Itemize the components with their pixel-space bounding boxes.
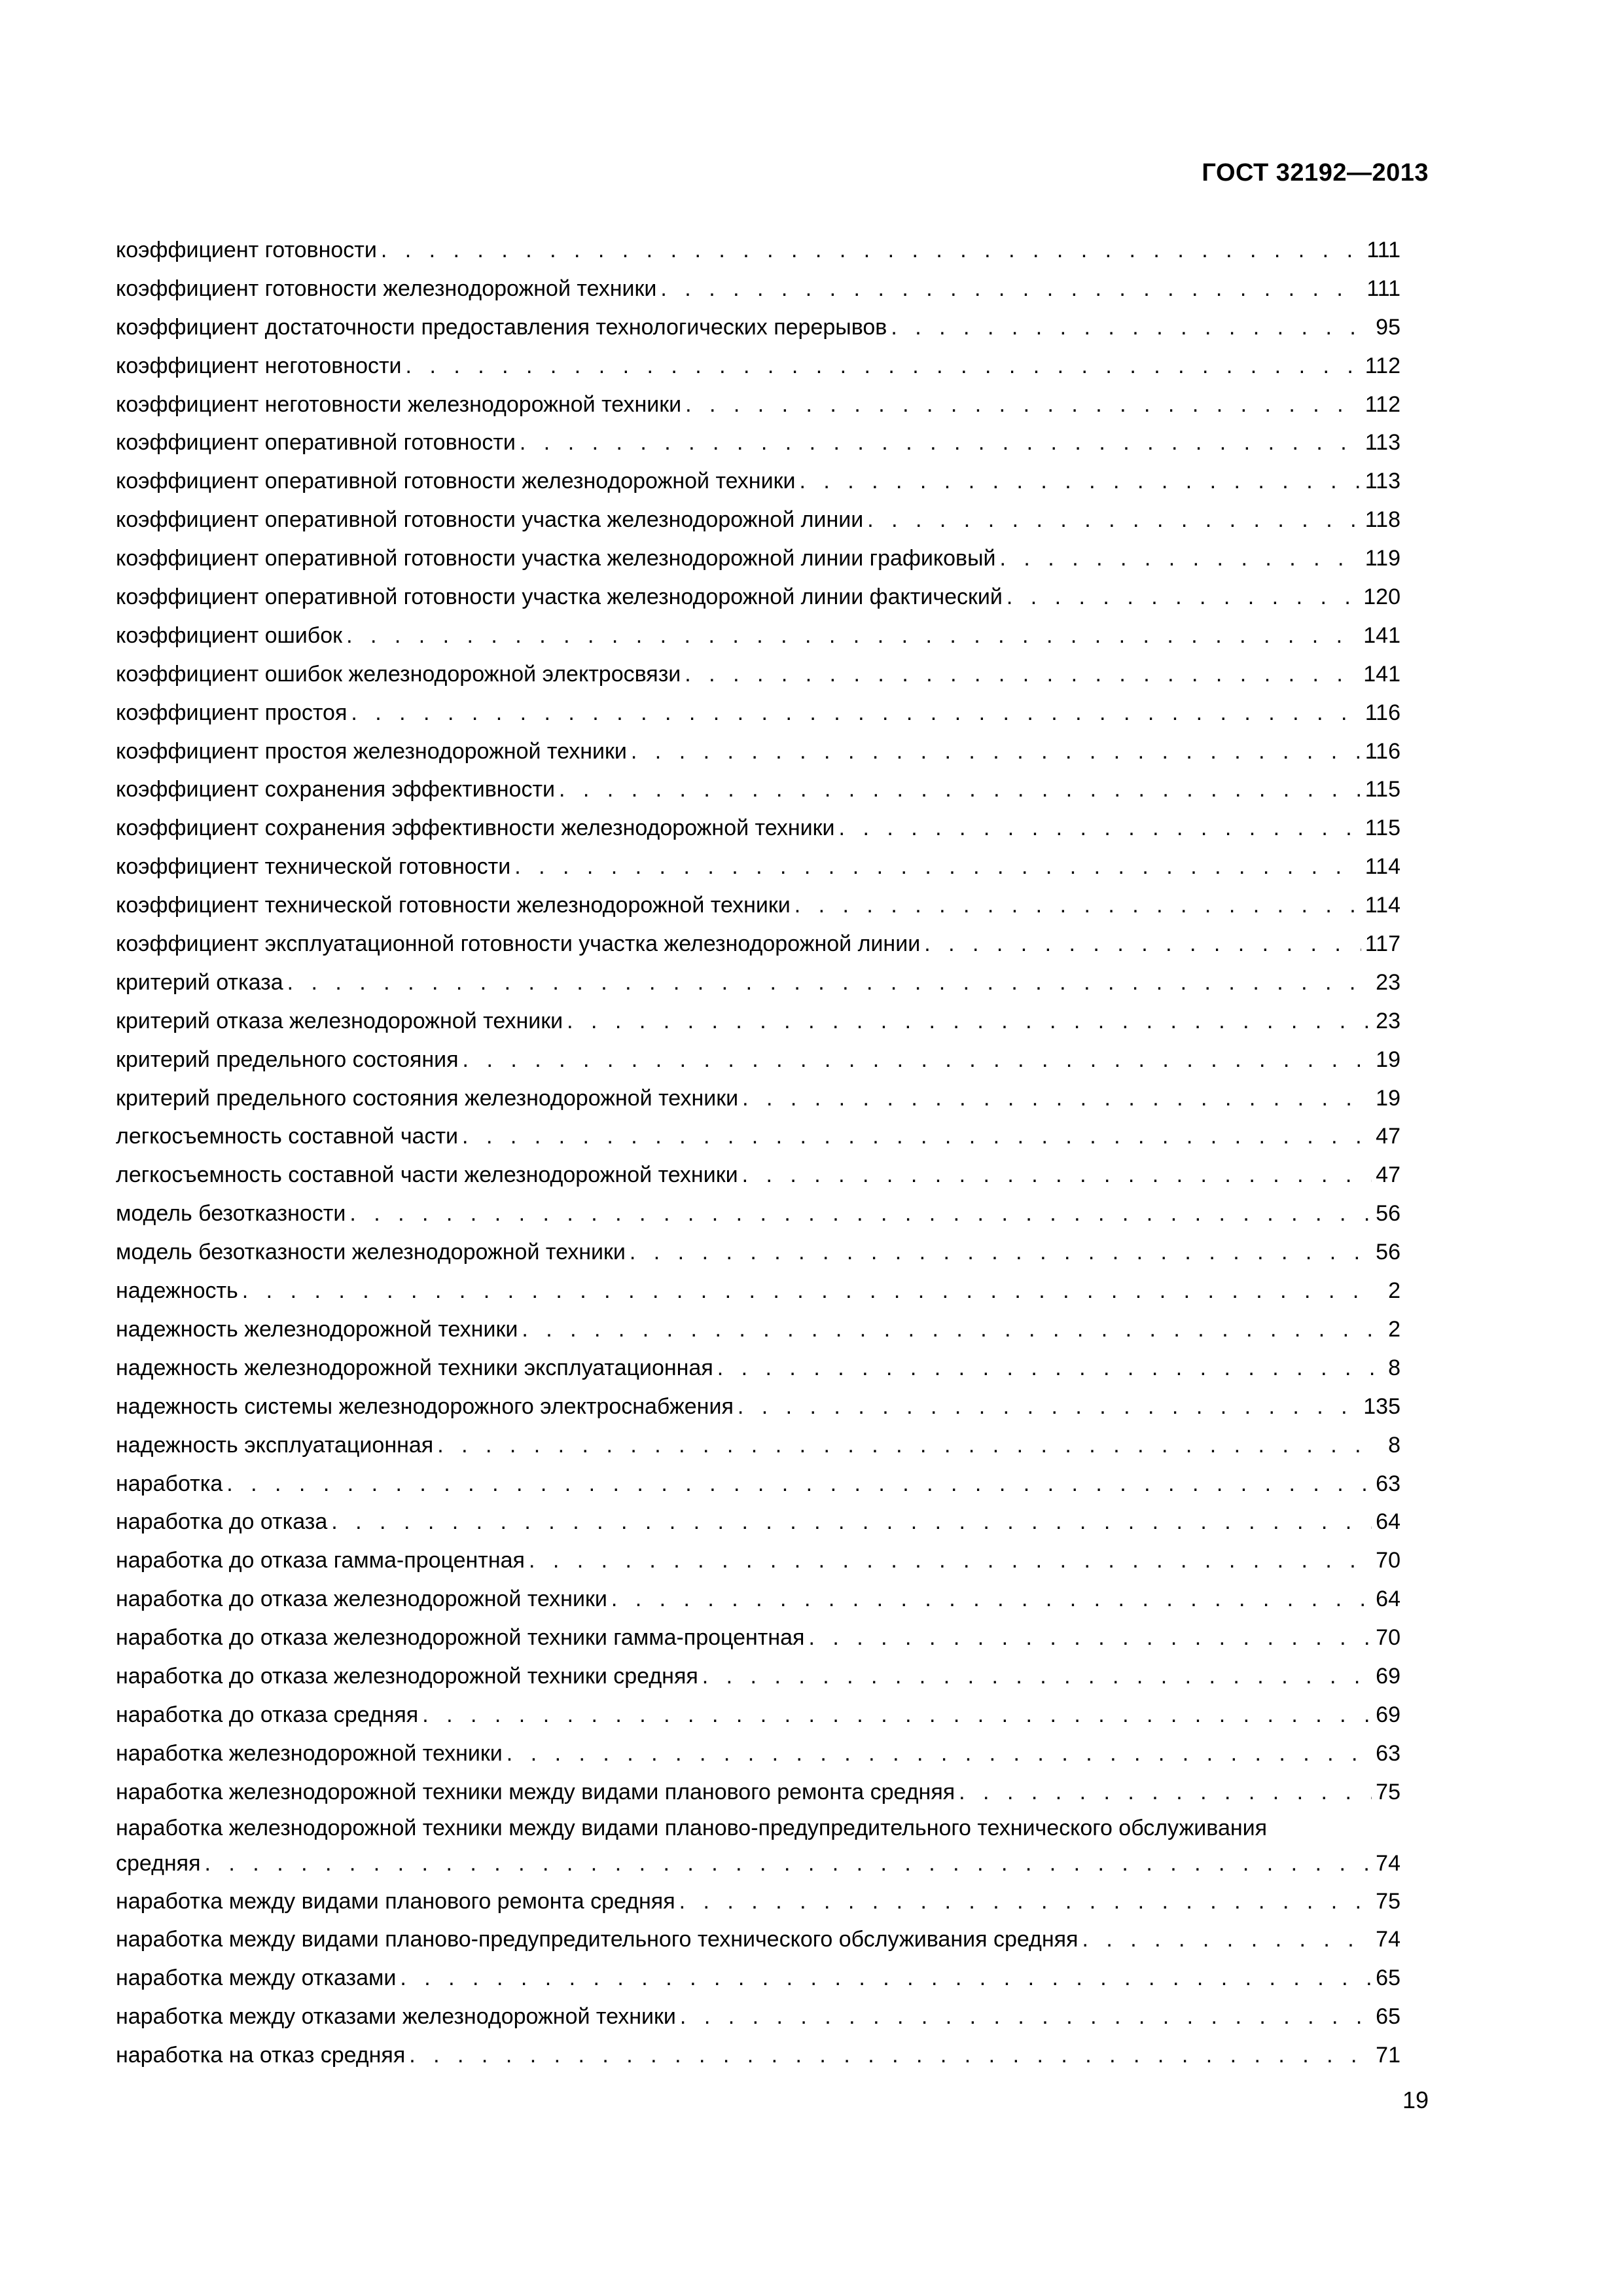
index-term: коэффициент неготовности железнодорожной техники <box>116 391 682 417</box>
index-entry <box>116 1773 1400 1812</box>
index-entry <box>116 617 1400 655</box>
index-term: коэффициент оперативной готовности участка железнодорожной линии графиковый <box>116 546 996 571</box>
dot-leader <box>381 231 1363 270</box>
index-entry <box>116 386 1400 424</box>
index-entry <box>116 1696 1400 1734</box>
index-page-ref: 112 <box>1364 353 1400 378</box>
index-page-ref: 70 <box>1376 1625 1400 1651</box>
index-entry <box>116 1580 1400 1619</box>
document-header: ГОСТ 32192—2013 <box>1202 159 1429 187</box>
index-entry <box>116 1272 1400 1310</box>
dot-leader <box>205 1844 1372 1882</box>
index-page-ref: 2 <box>1388 1278 1400 1304</box>
index-term: коэффициент готовности <box>116 238 377 262</box>
dot-leader <box>1007 578 1359 617</box>
dot-leader <box>924 925 1361 963</box>
index-term: коэффициент неготовности <box>116 353 402 378</box>
index-page-ref: 112 <box>1364 391 1400 417</box>
index-entry <box>116 1079 1400 1118</box>
index-page-ref: 23 <box>1376 1008 1400 1033</box>
index-page-ref: 63 <box>1376 1471 1400 1496</box>
index-page-ref: 117 <box>1364 931 1400 957</box>
index-term: критерий предельного состояния <box>116 1047 459 1072</box>
dot-leader <box>738 1388 1359 1426</box>
dot-leader <box>717 1349 1377 1388</box>
index-page-ref: 69 <box>1376 1702 1400 1727</box>
index-entry <box>116 1503 1400 1541</box>
dot-leader <box>685 386 1361 424</box>
index-entry <box>116 347 1400 386</box>
dot-leader <box>226 1465 1372 1503</box>
index-term: наработка железнодорожной техники между видами планового ремонта средняя <box>116 1779 955 1804</box>
index-entry <box>116 270 1400 308</box>
index-page-ref: 114 <box>1364 893 1400 918</box>
index-entry <box>116 308 1400 347</box>
index-page-ref: 64 <box>1376 1587 1400 1612</box>
dot-leader <box>559 770 1361 809</box>
dot-leader <box>685 655 1359 694</box>
index-term: коэффициент сохранения эффективности железнодорожной техники <box>116 816 835 841</box>
index-page-ref: 2 <box>1388 1316 1400 1342</box>
index-term: коэффициент ошибок <box>116 622 343 648</box>
dot-leader <box>349 1194 1372 1233</box>
page-number: 19 <box>1402 2087 1429 2113</box>
index-page-ref: 19 <box>1376 1047 1400 1072</box>
index-entry <box>116 501 1400 539</box>
index-term: коэффициент достаточности предоставления технологических перерывов <box>116 314 887 340</box>
index-page-ref: 65 <box>1376 2004 1400 2030</box>
index-term: наработка между видами планового ремонта средняя <box>116 1888 675 1914</box>
dot-leader <box>630 1233 1372 1272</box>
index-entry <box>116 1998 1400 2036</box>
index-term: коэффициент оперативной готовности участка железнодорожной линии фактический <box>116 584 1003 610</box>
index-page-ref: 64 <box>1376 1509 1400 1535</box>
index-term: коэффициент сохранения эффективности <box>116 777 556 802</box>
index-page-ref: 113 <box>1364 469 1400 494</box>
index-page-ref: 74 <box>1376 1850 1400 1876</box>
index-term: критерий отказа железнодорожной техники <box>116 1008 563 1033</box>
dot-leader <box>406 347 1361 386</box>
index-page-ref: 74 <box>1376 1927 1400 1952</box>
dot-leader <box>631 732 1361 771</box>
index-page-ref: 47 <box>1376 1162 1400 1188</box>
index-page-ref: 69 <box>1376 1663 1400 1689</box>
index-entry <box>116 1812 1400 1882</box>
index-entry <box>116 462 1400 501</box>
index-entry <box>116 1882 1400 1921</box>
index-term: коэффициент простоя <box>116 700 348 725</box>
dot-leader <box>529 1541 1372 1580</box>
index-entry <box>116 1041 1400 1079</box>
index-page-ref: 63 <box>1376 1740 1400 1766</box>
index-page-ref: 95 <box>1376 314 1400 340</box>
index-term: наработка железнодорожной техники <box>116 1740 503 1766</box>
dot-leader <box>742 1079 1372 1118</box>
index-entry <box>116 1349 1400 1388</box>
index-entry <box>116 539 1400 578</box>
index-term: надежность железнодорожной техники эксплуатационная <box>116 1355 713 1380</box>
index-term: наработка между отказами железнодорожной техники <box>116 2004 676 2030</box>
index-entry <box>116 2036 1400 2075</box>
index-term: наработка до отказа железнодорожной техники гамма-процентная <box>116 1625 805 1651</box>
index-entry <box>116 578 1400 617</box>
index-term: коэффициент эксплуатационной готовности участка железнодорожной линии <box>116 931 921 957</box>
index-term: надежность эксплуатационная <box>116 1432 434 1458</box>
index-entry <box>116 1426 1400 1465</box>
index-page-ref: 56 <box>1376 1201 1400 1227</box>
dot-leader <box>437 1426 1377 1465</box>
index-page-ref: 65 <box>1376 1965 1400 1991</box>
index-term: наработка до отказа гамма-процентная <box>116 1548 525 1573</box>
index-page-ref: 75 <box>1376 1779 1400 1804</box>
dot-leader <box>351 694 1361 732</box>
index-term: наработка <box>116 1471 223 1496</box>
index-term: коэффициент оперативной готовности железнодорожной техники <box>116 469 796 494</box>
dot-leader <box>507 1734 1372 1773</box>
index-page-ref: 23 <box>1376 969 1400 995</box>
term-index-list <box>116 231 1400 2075</box>
index-page-ref: 47 <box>1376 1124 1400 1149</box>
dot-leader <box>514 848 1361 886</box>
index-entry <box>116 1541 1400 1580</box>
dot-leader <box>867 501 1361 539</box>
index-term: коэффициент оперативной готовности участка железнодорожной линии <box>116 507 864 533</box>
index-entry <box>116 1619 1400 1657</box>
index-entry <box>116 848 1400 886</box>
index-term: коэффициент готовности железнодорожной техники <box>116 276 657 301</box>
index-entry <box>116 1920 1400 1959</box>
index-term: надежность системы железнодорожного электроснабжения <box>116 1393 734 1419</box>
dot-leader <box>400 1959 1372 1998</box>
index-entry <box>116 1734 1400 1773</box>
index-entry <box>116 925 1400 963</box>
dot-leader <box>680 1998 1372 2036</box>
index-page-ref: 56 <box>1376 1240 1400 1265</box>
index-page-ref: 141 <box>1363 622 1400 648</box>
index-term: наработка до отказа железнодорожной техники средняя <box>116 1663 698 1689</box>
index-page-ref: 8 <box>1388 1355 1400 1380</box>
index-page-ref: 113 <box>1364 430 1400 456</box>
index-term: надежность <box>116 1278 238 1304</box>
dot-leader <box>522 1310 1377 1349</box>
index-page-ref: 75 <box>1376 1888 1400 1914</box>
index-term: коэффициент технической готовности железнодорожной техники <box>116 893 791 918</box>
index-page-ref: 118 <box>1364 507 1400 533</box>
index-term-continuation: средняя <box>116 1850 201 1876</box>
index-entry <box>116 1959 1400 1998</box>
index-entry <box>116 694 1400 732</box>
index-page-ref: 135 <box>1363 1393 1400 1419</box>
index-entry <box>116 886 1400 925</box>
index-entry <box>116 1465 1400 1503</box>
index-entry <box>116 1194 1400 1233</box>
dot-leader <box>1082 1920 1372 1959</box>
index-page-ref: 120 <box>1363 584 1400 610</box>
index-term: наработка до отказа <box>116 1509 328 1535</box>
dot-leader <box>891 308 1372 347</box>
index-term: критерий отказа <box>116 969 283 995</box>
index-page-ref: 115 <box>1364 777 1400 802</box>
dot-leader <box>242 1272 1377 1310</box>
index-term: коэффициент технической готовности <box>116 854 511 880</box>
dot-leader <box>679 1882 1372 1921</box>
index-entry <box>116 1233 1400 1272</box>
dot-leader <box>346 617 1359 655</box>
index-entry <box>116 423 1400 462</box>
index-entry <box>116 1002 1400 1041</box>
index-term: наработка между видами планово-предупредительного технического обслуживания средняя <box>116 1927 1079 1952</box>
index-term: модель безотказности железнодорожной техники <box>116 1240 626 1265</box>
index-term: наработка на отказ средняя <box>116 2043 406 2068</box>
dot-leader <box>808 1619 1372 1657</box>
index-page-ref: 111 <box>1366 276 1400 301</box>
dot-leader <box>959 1773 1372 1812</box>
index-term: критерий предельного состояния железнодорожной техники <box>116 1085 739 1111</box>
dot-leader <box>422 1696 1372 1734</box>
index-page-ref: 111 <box>1366 238 1400 262</box>
dot-leader <box>287 963 1372 1002</box>
index-term: коэффициент простоя железнодорожной техники <box>116 738 627 764</box>
dot-leader <box>742 1156 1372 1194</box>
dot-leader <box>702 1657 1372 1696</box>
dot-leader <box>463 1041 1372 1079</box>
dot-leader <box>1000 539 1361 578</box>
index-entry <box>116 1388 1400 1426</box>
index-page-ref: 19 <box>1376 1085 1400 1111</box>
index-entry <box>116 963 1400 1002</box>
index-term: надежность железнодорожной техники <box>116 1316 518 1342</box>
index-entry <box>116 1657 1400 1696</box>
index-entry <box>116 1310 1400 1349</box>
index-page-ref: 71 <box>1376 2043 1400 2068</box>
dot-leader <box>611 1580 1372 1619</box>
index-entry <box>116 1156 1400 1194</box>
index-term: коэффициент оперативной готовности <box>116 430 516 456</box>
index-page-ref: 70 <box>1376 1548 1400 1573</box>
index-page-ref: 141 <box>1363 661 1400 687</box>
dot-leader <box>794 886 1361 925</box>
index-term: наработка между отказами <box>116 1965 397 1991</box>
index-page-ref: 114 <box>1364 854 1400 880</box>
index-entry <box>116 732 1400 771</box>
index-term: наработка до отказа железнодорожной техники <box>116 1587 607 1612</box>
dot-leader <box>462 1117 1372 1156</box>
index-term: наработка железнодорожной техники между видами планово-предупредительного технического обслуживания <box>116 1815 1268 1840</box>
index-entry <box>116 809 1400 848</box>
dot-leader <box>660 270 1363 308</box>
index-entry <box>116 770 1400 809</box>
index-entry <box>116 231 1400 270</box>
index-entry <box>116 655 1400 694</box>
index-page-ref: 116 <box>1364 738 1400 764</box>
index-term: легкосъемность составной части <box>116 1124 459 1149</box>
dot-leader <box>409 2036 1372 2075</box>
index-term: модель безотказности <box>116 1201 346 1227</box>
dot-leader <box>799 462 1361 501</box>
index-page-ref: 8 <box>1388 1432 1400 1458</box>
index-page-ref: 116 <box>1364 700 1400 725</box>
dot-leader <box>567 1002 1372 1041</box>
dot-leader <box>331 1503 1372 1541</box>
index-term: наработка до отказа средняя <box>116 1702 419 1727</box>
index-page-ref: 119 <box>1364 546 1400 571</box>
index-term: коэффициент ошибок железнодорожной электросвязи <box>116 661 681 687</box>
index-term: легкосъемность составной части железнодорожной техники <box>116 1162 738 1188</box>
dot-leader <box>520 423 1361 462</box>
index-page-ref: 115 <box>1364 816 1400 841</box>
dot-leader <box>839 809 1361 848</box>
index-entry <box>116 1117 1400 1156</box>
